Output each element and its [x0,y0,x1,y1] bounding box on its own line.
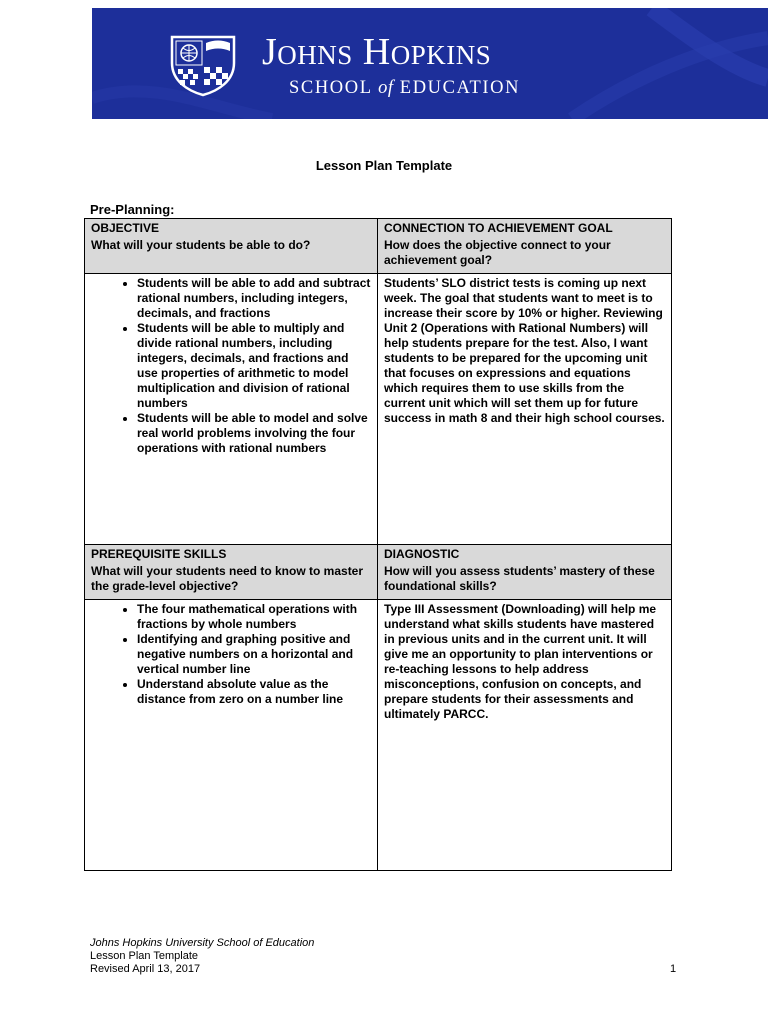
objective-heading: OBJECTIVE [91,221,160,235]
section-heading: Pre-Planning: [90,202,175,217]
prerequisite-body-cell [85,600,378,871]
connection-header-cell [378,219,672,274]
list-item: • Students will be able to model and solve real world problems involving the four operations with rational numbers [137,411,371,456]
objective-list [91,276,371,456]
diagnostic-heading: DIAGNOSTIC [384,547,460,561]
diagnostic-header-cell [378,545,672,600]
diagnostic-text: Type III Assessment (Downloading) will help me understand what skills students have mastered in previous units and in the current unit. It will give me an opportunity to plan interventions or re-teaching lessons to help address misconceptions, confusion on concepts, and prepare students for their assessments and ultimately PARCC. [384,602,657,721]
connection-question: How does the objective connect to your achievement goal? [384,238,611,267]
lesson-plan-table [84,218,672,871]
objective-body-cell [85,274,378,545]
university-shield-icon [168,33,238,97]
objective-header-cell [85,219,378,274]
prerequisite-list [91,602,371,707]
list-item: • Identifying and graphing positive and negative numbers on a horizontal and vertical number line [137,632,371,677]
objective-question: What will your students be able to do? [91,238,311,252]
list-item: • The four mathematical operations with fractions by whole numbers [137,602,371,632]
connection-text: Students’ SLO district tests is coming up next week. The goal that students want to meet is to increase their score by 10% or higher. Reviewing Unit 2 (Operations with Rational Numbers) will help students prepare for the test. Also, I want students to be prepared for the upcoming unit that focuses on expressions and equations which requires them to use skills from the current unit which will set them up for future success in math 8 and their high school courses. [384,276,665,425]
footer-template-name: Lesson Plan Template [90,950,199,962]
prerequisite-heading: PREREQUISITE SKILLS [91,547,227,561]
footer-institution: Johns Hopkins University School of Education [90,937,315,949]
page-footer [90,937,314,976]
list-item: • Students will be able to multiply and divide rational numbers, including integers, decimals, and fractions and use properties of arithmetic to model multiplication and division of rational numbers [137,321,371,411]
diagnostic-question: How will you assess students’ mastery of these foundational skills? [384,564,655,593]
list-item: • Students will be able to add and subtract rational numbers, including integers, decimals, and fractions [137,276,371,321]
document-title: Lesson Plan Template [315,158,453,173]
footer-revision-date: Revised April 13, 2017 [90,963,201,975]
list-item: • Understand absolute value as the distance from zero on a number line [137,677,371,707]
header-banner [92,8,768,119]
institution-subtitle: SCHOOL of EDUCATION [289,78,521,98]
institution-name: Johns Hopkins [262,31,492,73]
connection-body-cell [378,274,672,545]
connection-heading: CONNECTION TO ACHIEVEMENT GOAL [384,221,613,235]
diagnostic-body-cell [378,600,672,871]
prerequisite-question: What will your students need to know to master the grade-level objective? [91,564,364,593]
prerequisite-header-cell [85,545,378,600]
page-number: 1 [670,963,677,975]
